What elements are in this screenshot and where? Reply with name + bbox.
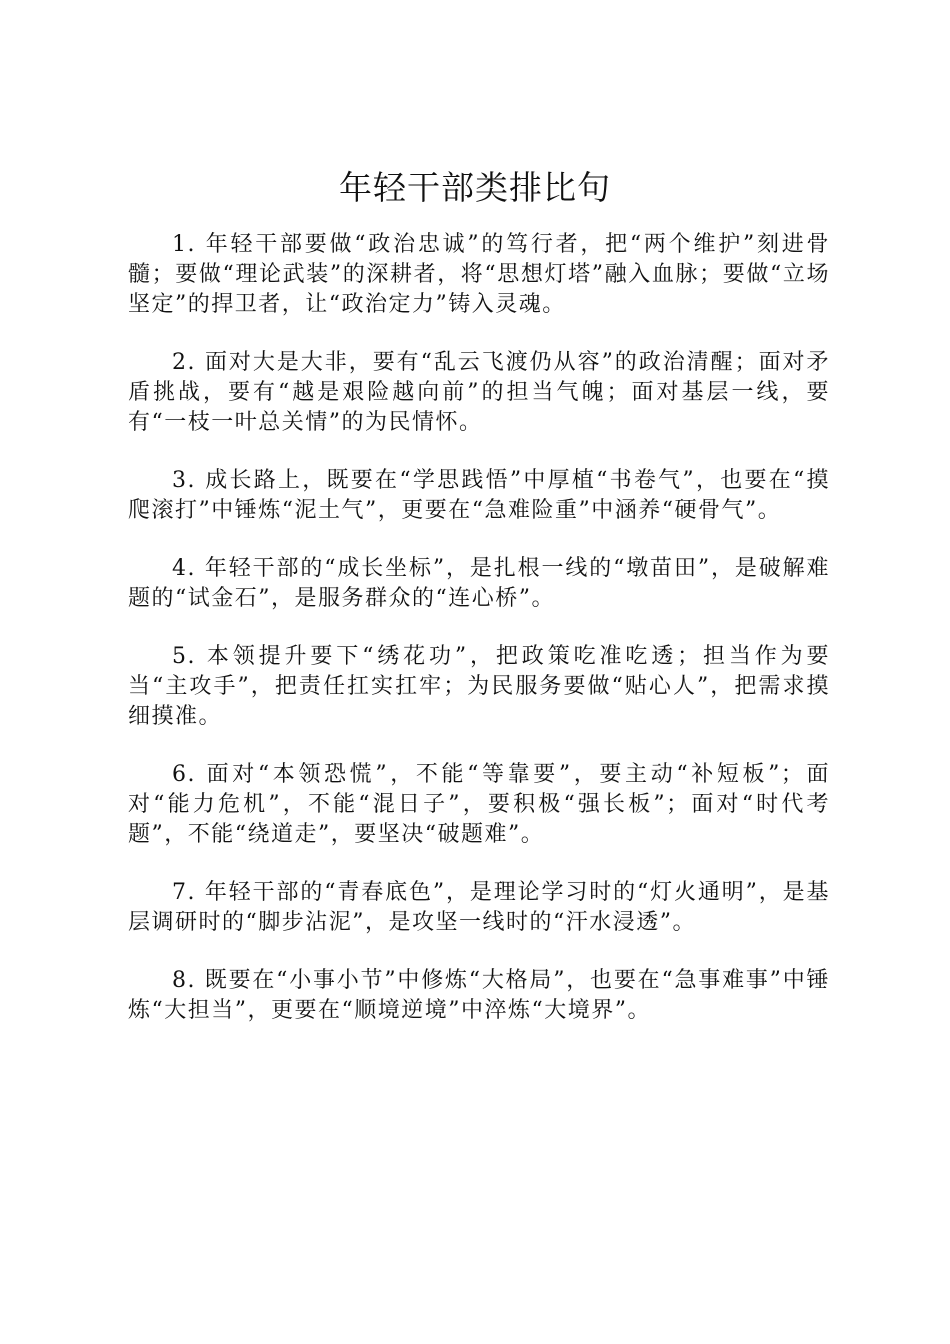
paragraph-1: 1. 年轻干部要做“政治忠诚”的笃行者，把“两个维护”刻进骨髓；要做“理论武装”的深耕者，将“思想灯塔”融入血脉；要做“立场坚定”的捍卫者，让“政治定力”铸入灵魂。	[128, 232, 830, 317]
paragraph-2: 2. 面对大是大非，要有“乱云飞渡仍从容”的政治清醒；面对矛盾挑战，要有“越是艰险越向前”的担当气魄；面对基层一线，要有“一枝一叶总关情”的为民情怀。	[128, 350, 830, 435]
paragraph-5: 5. 本领提升要下“绣花功”，把政策吃准吃透；担当作为要当“主攻手”，把责任扛实扛牢；为民服务要做“贴心人”，把需求摸细摸准。	[128, 644, 830, 729]
document-title: 年轻干部类排比句	[339, 168, 611, 207]
paragraph-3: 3. 成长路上，既要在“学思践悟”中厚植“书卷气”，也要在“摸爬滚打”中锤炼“泥土气”，更要在“急难险重”中涵养“硬骨气”。	[128, 468, 830, 523]
paragraph-6: 6. 面对“本领恐慌”，不能“等靠要”，要主动“补短板”；面对“能力危机”，不能“混日子”，要积极“强长板”；面对“时代考题”，不能“绕道走”，要坚决“破题难”。	[128, 762, 830, 847]
paragraph-7: 7. 年轻干部的“青春底色”，是理论学习时的“灯火通明”，是基层调研时的“脚步沾泥”，是攻坚一线时的“汗水浸透”。	[128, 880, 830, 935]
document-body	[128, 230, 830, 1054]
paragraph-8: 8. 既要在“小事小节”中修炼“大格局”，也要在“急事难事”中锤炼“大担当”，更要在“顺境逆境”中淬炼“大境界”。	[128, 968, 830, 1023]
paragraph-4: 4. 年轻干部的“成长坐标”，是扎根一线的“墩苗田”，是破解难题的“试金石”，是服务群众的“连心桥”。	[128, 556, 830, 611]
